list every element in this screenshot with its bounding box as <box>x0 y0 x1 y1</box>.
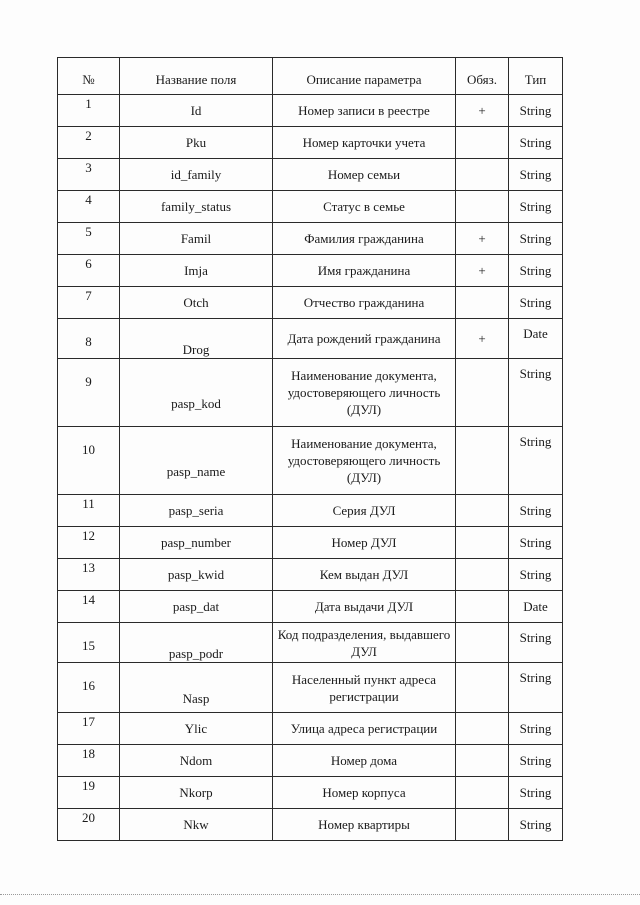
row-number: 12 <box>58 527 120 559</box>
row-field-name: Imja <box>120 255 273 287</box>
row-type: String <box>509 191 563 223</box>
row-type: String <box>509 95 563 127</box>
row-type: String <box>509 359 563 427</box>
row-description: Номер записи в реестре <box>273 95 456 127</box>
row-description: Дата выдачи ДУЛ <box>273 591 456 623</box>
table-row <box>58 95 563 127</box>
header-field-name: Название поля <box>120 58 273 95</box>
row-field-name: pasp_podr <box>120 623 273 663</box>
row-type: String <box>509 559 563 591</box>
page-footer-line <box>0 894 640 895</box>
row-number: 5 <box>58 223 120 255</box>
row-number: 11 <box>58 495 120 527</box>
table-row <box>58 713 563 745</box>
row-type: String <box>509 663 563 713</box>
row-field-name: Pku <box>120 127 273 159</box>
row-field-name: family_status <box>120 191 273 223</box>
row-number: 17 <box>58 713 120 745</box>
row-description: Наименование документа, удостоверяющего личность (ДУЛ) <box>273 359 456 427</box>
row-required <box>456 591 509 623</box>
row-number: 16 <box>58 663 120 713</box>
row-required: + <box>456 95 509 127</box>
row-description: Отчество гражданина <box>273 287 456 319</box>
table-row <box>58 745 563 777</box>
row-description: Номер семьи <box>273 159 456 191</box>
row-number: 10 <box>58 427 120 495</box>
row-number: 3 <box>58 159 120 191</box>
row-number: 8 <box>58 319 120 359</box>
row-description: Номер квартиры <box>273 809 456 841</box>
row-field-name: Nasp <box>120 663 273 713</box>
table-row <box>58 255 563 287</box>
table-row <box>58 127 563 159</box>
row-type: String <box>509 713 563 745</box>
row-field-name: pasp_number <box>120 527 273 559</box>
row-required <box>456 777 509 809</box>
row-description: Номер корпуса <box>273 777 456 809</box>
row-field-name: Nkorp <box>120 777 273 809</box>
table-row <box>58 287 563 319</box>
row-number: 6 <box>58 255 120 287</box>
table-body <box>58 95 563 841</box>
row-description: Кем выдан ДУЛ <box>273 559 456 591</box>
row-description: Статус в семье <box>273 191 456 223</box>
row-type: String <box>509 495 563 527</box>
row-required <box>456 127 509 159</box>
row-field-name: Otch <box>120 287 273 319</box>
row-number: 13 <box>58 559 120 591</box>
row-required <box>456 663 509 713</box>
row-field-name: pasp_kwid <box>120 559 273 591</box>
table-row <box>58 591 563 623</box>
row-required <box>456 287 509 319</box>
row-field-name: pasp_dat <box>120 591 273 623</box>
row-field-name: Drog <box>120 319 273 359</box>
table-row <box>58 191 563 223</box>
row-type: String <box>509 777 563 809</box>
row-required <box>456 623 509 663</box>
table-row <box>58 159 563 191</box>
row-required <box>456 527 509 559</box>
table-row <box>58 623 563 663</box>
row-required <box>456 191 509 223</box>
row-description: Номер ДУЛ <box>273 527 456 559</box>
header-type: Тип <box>509 58 563 95</box>
row-field-name: Ndom <box>120 745 273 777</box>
table-row <box>58 495 563 527</box>
row-required <box>456 745 509 777</box>
row-number: 4 <box>58 191 120 223</box>
row-description: Населенный пункт адреса регистрации <box>273 663 456 713</box>
row-number: 1 <box>58 95 120 127</box>
table-header-row <box>58 58 563 95</box>
row-required <box>456 427 509 495</box>
row-number: 7 <box>58 287 120 319</box>
row-required: + <box>456 223 509 255</box>
header-required: Обяз. <box>456 58 509 95</box>
row-description: Наименование документа, удостоверяющего личность (ДУЛ) <box>273 427 456 495</box>
row-type: String <box>509 745 563 777</box>
row-description: Дата рождений гражданина <box>273 319 456 359</box>
table-row <box>58 223 563 255</box>
row-field-name: pasp_seria <box>120 495 273 527</box>
row-field-name: pasp_name <box>120 427 273 495</box>
row-type: String <box>509 623 563 663</box>
row-required <box>456 159 509 191</box>
table-row <box>58 359 563 427</box>
row-type: String <box>509 287 563 319</box>
row-number: 19 <box>58 777 120 809</box>
row-field-name: Nkw <box>120 809 273 841</box>
row-required <box>456 713 509 745</box>
row-description: Фамилия гражданина <box>273 223 456 255</box>
row-field-name: Id <box>120 95 273 127</box>
table-row <box>58 319 563 359</box>
row-description: Имя гражданина <box>273 255 456 287</box>
row-number: 18 <box>58 745 120 777</box>
table-row <box>58 809 563 841</box>
row-number: 15 <box>58 623 120 663</box>
table-row <box>58 559 563 591</box>
row-type: Date <box>509 319 563 359</box>
row-type: String <box>509 527 563 559</box>
row-description: Улица адреса регистрации <box>273 713 456 745</box>
row-description: Код подразделения, выдавшего ДУЛ <box>273 623 456 663</box>
row-type: String <box>509 809 563 841</box>
row-required: + <box>456 255 509 287</box>
row-description: Номер дома <box>273 745 456 777</box>
table-row <box>58 777 563 809</box>
row-type: String <box>509 427 563 495</box>
row-number: 2 <box>58 127 120 159</box>
row-required: + <box>456 319 509 359</box>
field-registry-table <box>57 57 563 841</box>
row-required <box>456 359 509 427</box>
row-field-name: id_family <box>120 159 273 191</box>
row-description: Серия ДУЛ <box>273 495 456 527</box>
row-required <box>456 809 509 841</box>
row-type: String <box>509 255 563 287</box>
row-required <box>456 559 509 591</box>
row-type: String <box>509 159 563 191</box>
row-field-name: Famil <box>120 223 273 255</box>
table-row <box>58 663 563 713</box>
table-row <box>58 427 563 495</box>
row-field-name: Ylic <box>120 713 273 745</box>
row-field-name: pasp_kod <box>120 359 273 427</box>
row-required <box>456 495 509 527</box>
row-type: Date <box>509 591 563 623</box>
row-number: 9 <box>58 359 120 427</box>
row-number: 14 <box>58 591 120 623</box>
header-description: Описание параметра <box>273 58 456 95</box>
row-type: String <box>509 127 563 159</box>
row-number: 20 <box>58 809 120 841</box>
row-description: Номер карточки учета <box>273 127 456 159</box>
header-number: № <box>58 58 120 95</box>
table-row <box>58 527 563 559</box>
row-type: String <box>509 223 563 255</box>
